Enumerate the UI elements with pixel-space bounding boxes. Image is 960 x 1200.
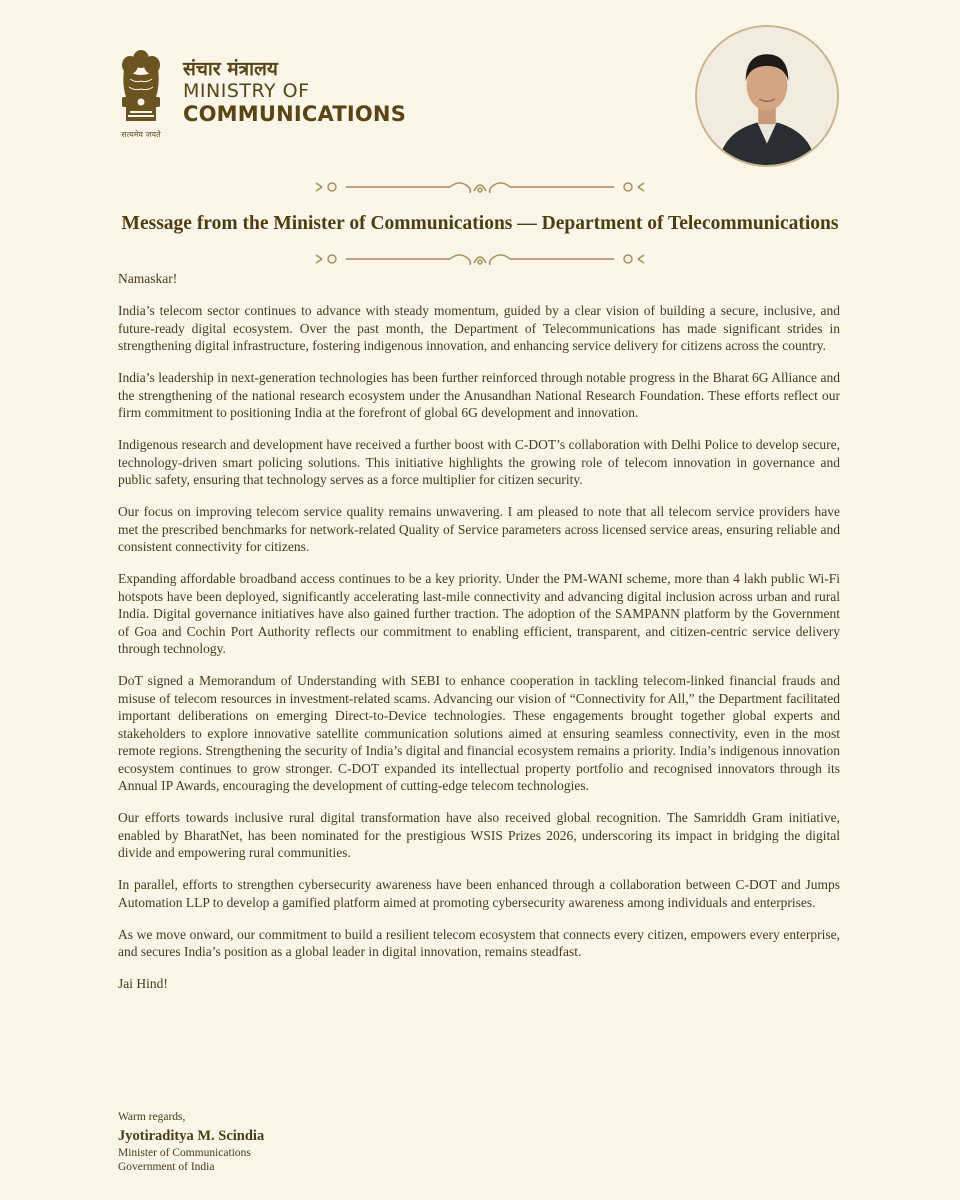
body-paragraph: India’s telecom sector continues to advance with steady momentum, guided by a clear vision of building a secure, inclusive, and future-ready digital ecosystem. Over the past month, the Department of Telecommunications has made significant strides in strengthening digital infrastructure, fostering indigenous innovation, and enhancing service delivery for citizens across the country. [118, 303, 840, 353]
ministry-name: COMMUNICATIONS [183, 102, 407, 126]
signatory-organization: Government of India [118, 1161, 215, 1173]
body-paragraph: Our focus on improving telecom service quality remains unwavering. I am pleased to note that all telecom service providers have met the prescribed benchmarks for network-related Quality of Service parameters across licensed service areas, ensuring reliable and consistent connectivity for citizens. [118, 504, 840, 554]
body-paragraph: India’s leadership in next-generation technologies has been further reinforced through notable progress in the Bharat 6G Alliance and the strengthening of the national research ecosystem under the Anusandhan National Research Foundation. These efforts reflect our firm commitment to positioning India at the forefront of global 6G development and innovation. [118, 370, 840, 420]
ornament-icon [310, 251, 650, 267]
ornamental-divider-top [310, 179, 650, 195]
page-title: Message from the Minister of Communications — Department of Telecommunications [121, 213, 839, 234]
national-emblem-icon [110, 45, 172, 131]
body-paragraph: Indigenous research and development have received a further boost with C-DOT’s collaboration with Delhi Police to develop secure, technology-driven smart policing solutions. This initiative highlights the growing role of telecom innovation in governance and public safety, ensuring that technology serves as a force multiplier for citizen security. [118, 437, 840, 487]
minister-portrait [695, 25, 839, 167]
body-paragraph: In parallel, efforts to strengthen cybersecurity awareness have been enhanced through a collaboration between C-DOT and Jumps Automation LLP to develop a gamified platform aimed at promoting cybersecurity awareness among individuals and enterprises. [118, 877, 840, 910]
body-paragraph: As we move onward, our commitment to build a resilient telecom ecosystem that connects every citizen, empowers every enterprise, and secures India’s position as a global leader in digital innovation, remains steadfast. [118, 926, 840, 959]
national-emblem [110, 45, 172, 145]
body-paragraph: DoT signed a Memorandum of Understanding with SEBI to enhance cooperation in tackling telecom-linked financial frauds and misuse of telecom resources in investment-related scams. Advancing our vision of “Connectivity for All,” the Department facilitated important deliberations on emerging Direct-to-Device technologies. These engagements brought together global experts and stakeholders to explore innovative satellite communication solutions aimed at ensuring seamless connectivity, even in the most remote regions. Strengthening the security of India’s digital and financial ecosystem remains a priority. India’s indigenous innovation ecosystem continues to grow stronger. C-DOT expanded its intellectual property portfolio and recognised innovators through its Annual IP Awards, encouraging the development of cutting-edge telecom technologies. [118, 673, 840, 793]
ministry-of-label: MINISTRY OF [183, 80, 310, 102]
ministry-logo-text [183, 58, 406, 126]
letterhead [0, 0, 960, 180]
signatory-designation: Minister of Communications [118, 1147, 251, 1159]
body-paragraph: Expanding affordable broadband access continues to be a key priority. Under the PM-WANI scheme, more than 4 lakh public Wi-Fi hotspots have been deployed, significantly accelerating last-mile connectivity and advancing digital inclusion across urban and rural India. Digital governance initiatives have also gained further traction. The adoption of the SAMPANN platform by the Government of Goa and Cochin Port Authority reflects our commitment to enabling efficient, transparent, and citizen-centric service delivery through technology. [118, 571, 840, 656]
closing-salutation: Jai Hind! [118, 976, 168, 991]
ministry-hindi-name: संचार मंत्रालय [183, 58, 278, 80]
portrait-photo [697, 27, 837, 165]
emblem-motto: सत्यमेव जयते [121, 130, 161, 139]
ornament-icon [310, 179, 650, 195]
ornamental-divider-bottom [310, 251, 650, 267]
signatory-name: Jyotiraditya M. Scindia [118, 1128, 265, 1144]
regards-text: Warm regards, [118, 1111, 186, 1123]
signature-block [118, 1110, 264, 1174]
greeting: Namaskar! [118, 271, 178, 286]
body-paragraph: Our efforts towards inclusive rural digital transformation have also received global recognition. The Samriddh Gram initiative, enabled by BharatNet, has been nominated for the prestigious WSIS Prizes 2026, underscoring its impact in bridging the digital divide and empowering rural communities. [118, 810, 840, 860]
letter-body [118, 270, 840, 1007]
